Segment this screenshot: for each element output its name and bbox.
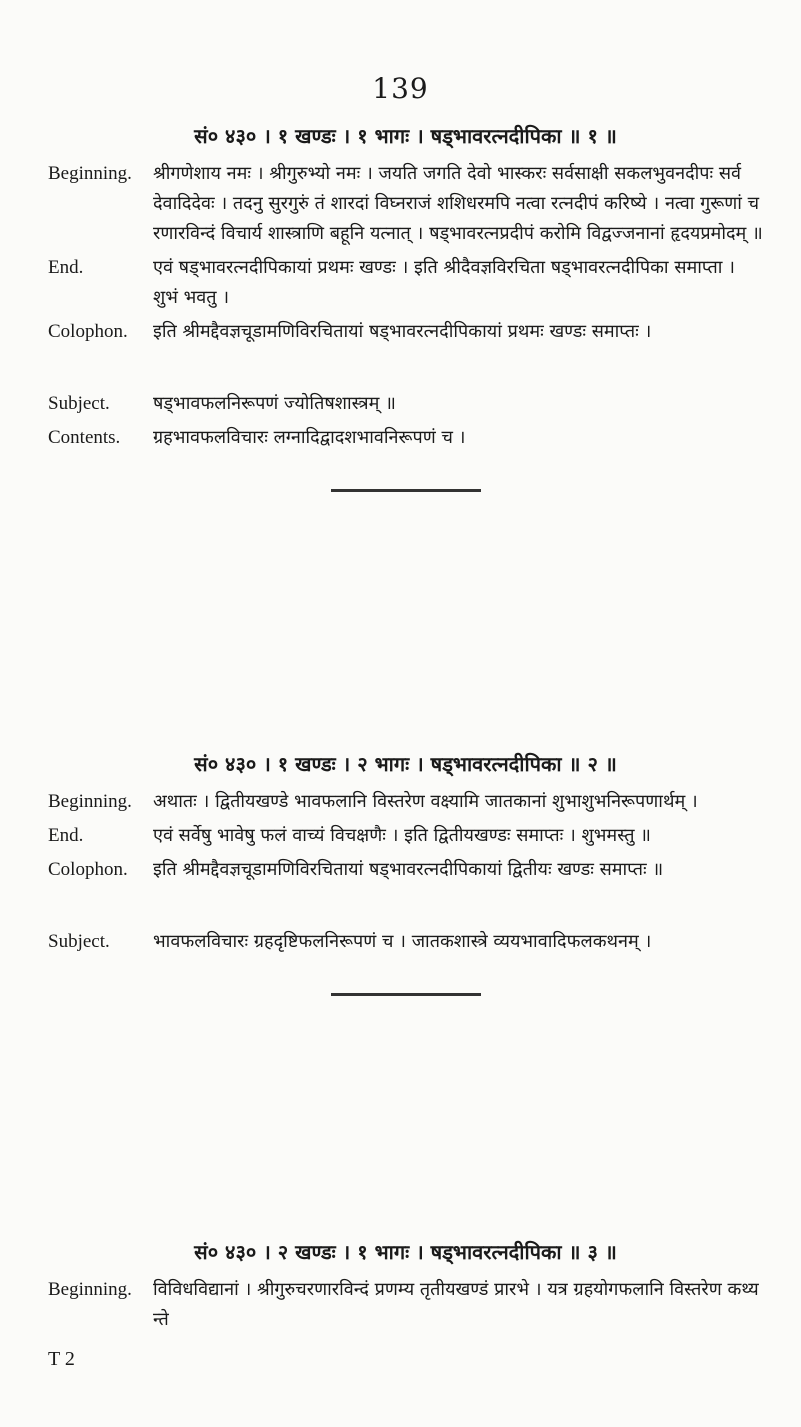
entry-heading: सं० ४३० । १ खण्डः । २ भागः । षड्भावरत्नदीपिका ॥ २ ॥ <box>194 752 617 776</box>
field-label: End. <box>48 257 84 278</box>
catalogue-entry <box>48 122 763 518</box>
beginning-text: विविधविद्यानां । श्रीगुरुचरणारविन्दं प्रणम्य तृतीयखण्डं प्रारभे । यत्र ग्रहयोगफलानि विस्तरेण कथ्यन्ते <box>153 1279 759 1330</box>
end-text: एवं सर्वेषु भावेषु फलं वाच्यं विचक्षणैः । इति द्वितीयखण्डः समाप्तः । शुभमस्तु ॥ <box>153 825 651 846</box>
catalogue-entry <box>48 750 763 1022</box>
field-label: Colophon. <box>48 321 128 342</box>
field-label: End. <box>48 825 84 846</box>
field-label: Subject. <box>48 931 110 952</box>
end-text: एवं षड्भावरत्नदीपिकायां प्रथमः खण्डः । इति श्रीदैवज्ञविरचिता षड्भावरत्नदीपिका समाप्ता । शुभं भवतु । <box>153 257 735 308</box>
end-field <box>48 821 763 851</box>
field-label: Colophon. <box>48 859 128 880</box>
subject-text: षड्भावफलनिरूपणं ज्योतिषशास्त्रम् ॥ <box>153 393 396 414</box>
colophon-field <box>48 855 763 885</box>
field-label: Contents. <box>48 427 121 448</box>
colophon-text: इति श्रीमद्दैवज्ञचूडामणिविरचितायां षड्भावरत्नदीपिकायां द्वितीयः खण्डः समाप्तः ॥ <box>153 859 664 880</box>
subject-field <box>48 389 763 419</box>
page-number: 139 <box>372 72 429 105</box>
colophon-field <box>48 317 763 347</box>
end-field <box>48 253 763 313</box>
section-divider <box>331 489 481 492</box>
field-label: Beginning. <box>48 1279 132 1300</box>
field-label: Beginning. <box>48 791 132 812</box>
colophon-text: इति श्रीमद्दैवज्ञचूडामणिविरचितायां षड्भावरत्नदीपिकायां प्रथमः खण्डः समाप्तः । <box>153 321 652 342</box>
field-label: Beginning. <box>48 163 132 184</box>
field-label: Subject. <box>48 393 110 414</box>
catalogue-entry <box>48 1238 763 1339</box>
section-divider <box>331 993 481 996</box>
beginning-text: श्रीगणेशाय नमः । श्रीगुरुभ्यो नमः । जयति जगति देवो भास्करः सर्वसाक्षी सकलभुवनदीपः सर्वदेवादिदेवः । तदनु सुरगुरुं तं शारदां विघ्नराजं शशिधरमपि नत्वा रत्नदीपं करिष्ये । नत्वा गुरूणां चरणारविन्दं विचार्य शास्त्राणि बहूनि यत्नात् । षड्भावरत्नप्रदीपं करोमि विद्वज्जनानां हृदयप्रमोदम् ॥ <box>153 163 763 244</box>
beginning-field <box>48 787 763 817</box>
entry-heading: सं० ४३० । २ खण्डः । १ भागः । षड्भावरत्नदीपिका ॥ ३ ॥ <box>194 1240 617 1264</box>
beginning-field <box>48 1275 763 1335</box>
beginning-field <box>48 159 763 249</box>
contents-field <box>48 423 763 453</box>
subject-field <box>48 927 763 957</box>
contents-text: ग्रहभावफलविचारः लग्नादिद्वादशभावनिरूपणं च । <box>153 427 466 448</box>
subject-text: भावफलविचारः ग्रहदृष्टिफलनिरूपणं च । जातकशास्त्रे व्ययभावादिफलकथनम् । <box>153 931 652 952</box>
printer-signature: T 2 <box>48 1348 75 1370</box>
entry-heading: सं० ४३० । १ खण्डः । १ भागः । षड्भावरत्नदीपिका ॥ १ ॥ <box>194 124 617 148</box>
beginning-text: अथातः । द्वितीयखण्डे भावफलानि विस्तरेण वक्ष्यामि जातकानां शुभाशुभनिरूपणार्थम् । <box>153 791 698 812</box>
